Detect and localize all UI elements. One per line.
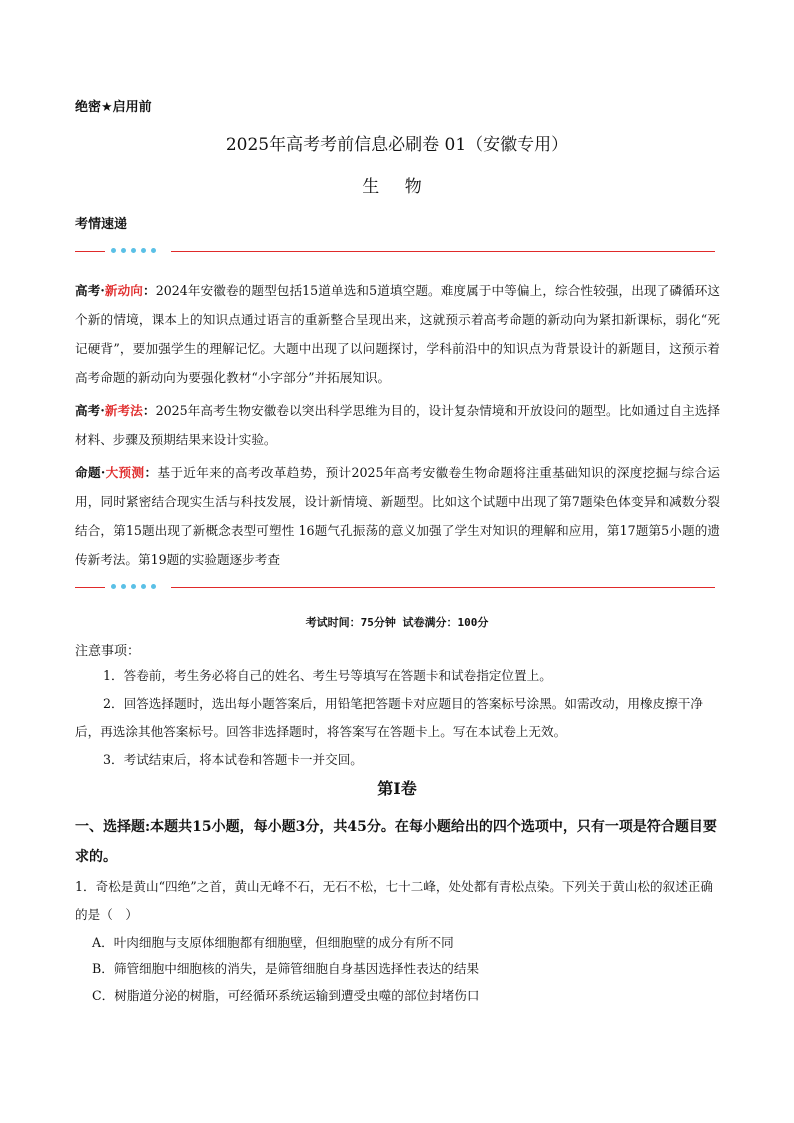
- dot-icon: [141, 248, 146, 253]
- divider-bottom: [75, 582, 715, 594]
- exam-title: 2025年高考考前信息必刷卷 01（安徽专用）: [225, 135, 569, 155]
- divider-line: [171, 587, 715, 588]
- dot-icon: [131, 248, 136, 253]
- notice-title: 注意事项：: [75, 644, 141, 659]
- part-title: 第Ⅰ卷: [377, 779, 417, 798]
- overview-paragraph-prediction: [75, 458, 720, 574]
- divider-line: [171, 251, 715, 252]
- divider-top: [75, 246, 715, 258]
- overview-paragraph-new-trend: [75, 276, 720, 392]
- divider-dash: [75, 587, 105, 588]
- paragraph-label-tag: 新动向: [104, 283, 144, 298]
- divider-dots: [111, 248, 156, 256]
- paragraph-label-prefix: 命题·: [75, 465, 106, 480]
- section-one-heading: 一、选择题:本题共15小题，每小题3分，共45分。在每小题给出的四个选项中，只有一项是符合题目要求的。: [75, 819, 717, 865]
- dot-icon: [121, 248, 126, 253]
- paragraph-label-tag: 新考法: [104, 403, 143, 418]
- paragraph-label-tag: 大预测: [105, 465, 145, 480]
- divider-dots: [111, 584, 156, 592]
- overview-heading: 考情速递: [75, 217, 128, 232]
- notice-item: 3．考试结束后，将本试卷和答题卡一并交回。: [103, 752, 363, 767]
- divider-dash: [75, 251, 105, 252]
- question-option-c: C．树脂道分泌的树脂，可经循环系统运输到遭受虫噬的部位封堵伤口: [92, 988, 480, 1003]
- dot-icon: [151, 584, 156, 589]
- paragraph-label-suffix: ：: [142, 403, 156, 418]
- paragraph-text: 2025年高考生物安徽卷以突出科学思维为目的，设计复杂情境和开放设问的题型。比如通过自主选择材料、步骤及预期结果来设计实验。: [75, 403, 721, 447]
- paragraph-text: 基于近年来的高考改革趋势，预计2025年高考安徽卷生物命题将注重基础知识的深度挖掘与综合运用，同时紧密结合现实生活与科技发展，设计新情境、新题型。比如这个试题中出现了第7题染色体变异和减数分裂结合，第15题出现了新概念表型可塑性 16题气孔振荡的意义加强了学生对知识的理解和应用，第17题第5小题的遗传新考法。第19题的实验题逐步考查: [75, 465, 720, 567]
- dot-icon: [121, 584, 126, 589]
- dot-icon: [151, 248, 156, 253]
- confidential-mark: 绝密★启用前: [75, 100, 152, 115]
- question-option-b: B．筛管细胞中细胞核的消失，是筛管细胞自身基因选择性表达的结果: [92, 961, 480, 976]
- notice-item: 2．回答选择题时，选出每小题答案后，用铅笔把答题卡对应题目的答案标号涂黑。如需改动，用橡皮擦干净后，再选涂其他答案标号。回答非选择题时，将答案写在答题卡上。写在本试卷上无效。: [75, 696, 703, 739]
- dot-icon: [131, 584, 136, 589]
- paragraph-text: 2024年安徽卷的题型包括15道单选和5道填空题。难度属于中等偏上，综合性较强，出现了磷循环这个新的情境，课本上的知识点通过语言的重新整合呈现出来，这就预示着高考命题的新动向为紧扣新课标，弱化“死记硬背”，要加强学生的理解记忆。大题中出现了以问题探讨，学科前沿中的知识点为背景设计的新题目，这预示着高考命题的新动向为要强化教材“小字部分”并拓展知识。: [75, 283, 721, 385]
- question-option-a: A．叶肉细胞与支原体细胞都有细胞壁，但细胞壁的成分有所不同: [92, 935, 454, 950]
- notice-item: 1．答卷前，考生务必将自己的姓名、考生号等填写在答题卡和试卷指定位置上。: [103, 668, 552, 683]
- dot-icon: [111, 584, 116, 589]
- paragraph-label-suffix: ：: [144, 465, 158, 480]
- exam-info: 考试时间：75分钟 试卷满分：100分: [305, 616, 489, 629]
- paragraph-label-suffix: ：: [143, 283, 156, 298]
- dot-icon: [111, 248, 116, 253]
- overview-paragraph-new-method: [75, 396, 720, 454]
- dot-icon: [141, 584, 146, 589]
- subject-title: 生 物: [362, 177, 432, 197]
- paragraph-label-prefix: 高考·: [75, 403, 105, 418]
- paragraph-label-prefix: 高考·: [75, 283, 105, 298]
- question-stem: 1．奇松是黄山“四绝”之首，黄山无峰不石，无石不松，七十二峰，处处都有青松点染。下列关于黄山松的叙述正确的是（ ）: [75, 879, 713, 922]
